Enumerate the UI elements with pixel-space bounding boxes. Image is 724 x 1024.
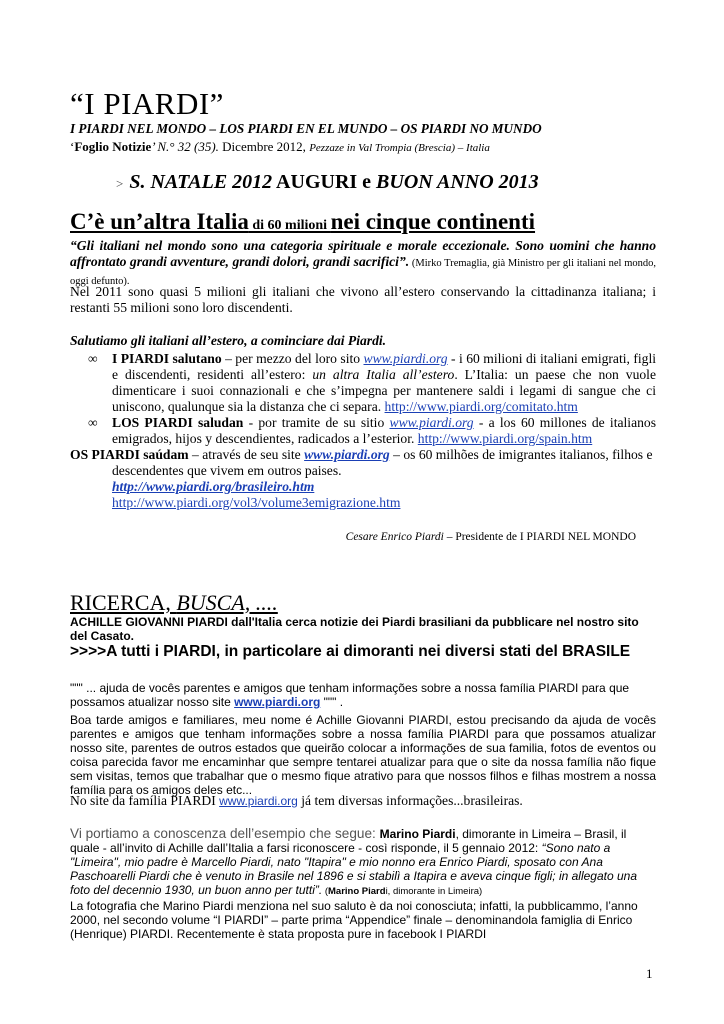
page-number: 1 bbox=[646, 966, 653, 981]
vi-small-name: Marino Piard bbox=[328, 886, 386, 897]
link-spain[interactable]: http://www.piardi.org/spain.htm bbox=[417, 431, 593, 446]
bullet-symbol: ∞ bbox=[88, 415, 98, 430]
brasile-appeal: >>>>A tutti i PIARDI, in particolare ai dimoranti nei diversi stati del BRASILE bbox=[70, 643, 631, 660]
portuguese-paragraph-1 bbox=[70, 681, 656, 709]
bullet-lead: LOS PIARDI saludan bbox=[112, 415, 244, 430]
link-piardi-org[interactable]: www.piardi.org bbox=[219, 794, 298, 808]
achille-paragraph: ACHILLE GIOVANNI PIARDI dall'Italia cerca notizie dei Piardi brasiliani da pubblicare nel nostro sito del Casato. bbox=[70, 615, 639, 643]
signature-name: Cesare Enrico Piardi bbox=[345, 531, 444, 543]
saluti-heading: Salutiamo gli italiani all’estero, a cominciare dai Piardi. bbox=[70, 333, 387, 348]
issue-number: ’ N.° 32 (35). bbox=[151, 139, 219, 154]
bullet-text: - por tramite de su sitio bbox=[243, 415, 390, 430]
quote-attribution: (Mirko Tremaglia, già Ministro per gli italiani nel mondo, oggi defunto). bbox=[70, 258, 656, 287]
greeting-natale: S. NATALE 2012 bbox=[129, 171, 273, 193]
headline-part1: C’è un’altra Italia bbox=[70, 209, 249, 234]
link-piardi-org[interactable]: www.piardi.org bbox=[363, 351, 448, 366]
signature bbox=[70, 531, 636, 543]
document-title: “I PIARDI” bbox=[70, 86, 224, 121]
ricerca-heading-part2: BUSCA, .... bbox=[176, 590, 278, 615]
bullet-symbol: ∞ bbox=[88, 351, 98, 366]
issue-place: Pezzaze in Val Trompia (Brescia) – Italia bbox=[309, 142, 490, 154]
os-lead: OS PIARDI saúdam bbox=[70, 447, 189, 462]
issue-line bbox=[70, 139, 490, 155]
issue-date: Dicembre 2012, bbox=[218, 139, 310, 154]
portuguese-greeting bbox=[70, 447, 656, 479]
vi-small: i, dimorante in Limeira) bbox=[385, 886, 483, 897]
vi-lead: Vi portiamo a conoscenza dell’esempio che segue: bbox=[70, 826, 380, 841]
section-headline bbox=[70, 209, 535, 235]
link-piardi-org[interactable]: www.piardi.org bbox=[234, 695, 321, 709]
portuguese-paragraph-2: Boa tarde amigos e familiares, meu nome é Achille Giovanni PIARDI, estou precisando da ajuda de vocês parentes e amigos que tenham informações sobre a nossa família PIARDI para que possamos atualizar nosso site, parentes de outros estados que queirão colocar a informações de sua familia, fotos de eventos ou coisa parecida favor me encaminhar que sempre tentarei atualizar para que o site da nossa família não fique sem visitas, temos que trabalhar que o mesmo fique atrativo para que nossos filhos e filhas mostrem a nossa família para os amigos deles etc... bbox=[70, 713, 656, 797]
os-continuation: descendentes que vivem em outros paises. bbox=[112, 463, 342, 478]
headline-part2: di 60 milioni bbox=[248, 218, 331, 233]
bullet-lead: I PIARDI salutano bbox=[112, 351, 222, 366]
os-text: – os 60 milhões de imigrantes italianos, filhos e bbox=[389, 447, 653, 462]
marino-quote: “Sono nato a "Limeira", mio padre è Marcello Piardi, nato "Itapira" e mio nonno era Enrico Piardi, sposato con Ana Paschoarelli Piardi che è venuto in Brasile nel 1896 e si stabilì a Itapira e aveva cinque figli; in allegato una foto del decennio 1930, un buon anno per tutti”. bbox=[70, 841, 638, 897]
bullet-text: – per mezzo del loro sito bbox=[221, 351, 364, 366]
tremaglia-quote bbox=[70, 238, 656, 290]
pt1-text: """ . bbox=[320, 695, 344, 709]
bullet-text: - i 60 milioni di italiani emigrati, figli e discendenti, residenti all’estero: bbox=[112, 351, 656, 382]
link-volume3-emigrazione[interactable]: http://www.piardi.org/vol3/volume3emigrazione.htm bbox=[112, 495, 401, 510]
paragraph-2011: Nel 2011 sono quasi 5 milioni gli italiani che vivono all’estero conservando la cittadinanza italiana; i restanti 55 milioni sono loro discendenti. bbox=[70, 284, 656, 315]
site-info-line bbox=[70, 793, 523, 809]
bullet-text: . L’Italia: un paese che non vuole dimenticare i suoi connazionali e che s’impegna per mantenere saldi i legami di sangue che ci uniscono, qualunque sia la distanza che ci separa. bbox=[112, 367, 656, 414]
ricerca-heading-part1: RICERCA, bbox=[70, 590, 177, 615]
greeting-auguri: AUGURI e bbox=[272, 171, 377, 193]
pt1-text: """ ... ajuda de vocês parentes e amigos que tenham informações sobre a nossa família PIARDI para que possamos atualizar nosso site bbox=[70, 681, 630, 709]
link-piardi-org[interactable]: www.piardi.org bbox=[389, 415, 474, 430]
site-text: já tem diversas informações...brasileiras. bbox=[297, 793, 523, 808]
vi-small: ( bbox=[322, 886, 329, 897]
ricerca-heading bbox=[70, 590, 278, 616]
bullet-text: - a los 60 millones de italianos emigrados, hijos y descendientes, radicados a l’esterior. bbox=[112, 415, 656, 446]
signature-role: – Presidente de I PIARDI NEL MONDO bbox=[443, 531, 636, 543]
vi-name: Marino Piardi bbox=[379, 827, 456, 841]
vi-text: La fotografia che Marino Piardi menziona nel suo saluto è da noi conosciuta; infatti, la pubblicammo, l’anno 2000, nel secondo volume “I PIARDI” – parte prima “Appendice” finale – denominandola famiglia di Enrico (Henrique) PIARDI. Recentemente è stata proposta pure in facebook I PIARDI bbox=[70, 899, 638, 941]
quote-text: “Gli italiani nel mondo sono una categoria spirituale e morale eccezionale. Sono uomini che hanno affrontato grandi avventure, grandi dolori, grandi sacrifici”. bbox=[70, 238, 656, 269]
bullet-spanish bbox=[70, 415, 656, 447]
document-subtitle: I PIARDI NEL MONDO – LOS PIARDI EN EL MUNDO – OS PIARDI NO MUNDO bbox=[70, 121, 542, 136]
bullet-italic: un altra Italia all’estero bbox=[312, 367, 455, 382]
greeting-marker: > bbox=[116, 176, 124, 191]
greeting-anno: BUON ANNO 2013 bbox=[376, 171, 539, 193]
vi-text: , dimorante in Limeira – Brasil, il quale - all’invito di Achille dall’Italia a farsi riconoscere - così risponde, il 5 gennaio 2012: bbox=[70, 827, 627, 855]
issue-prefix: ‘ bbox=[70, 139, 75, 154]
link-brasileiro[interactable]: http://www.piardi.org/brasileiro.htm bbox=[112, 479, 315, 494]
link-comitato[interactable]: http://www.piardi.org/comitato.htm bbox=[384, 399, 578, 414]
marino-example-paragraph bbox=[70, 827, 656, 941]
issue-name: Foglio Notizie bbox=[74, 139, 152, 154]
site-text: No site da família PIARDI bbox=[70, 793, 220, 808]
christmas-greeting bbox=[116, 171, 539, 194]
link-piardi-org[interactable]: www.piardi.org bbox=[304, 447, 390, 462]
os-text: – através de seu site bbox=[188, 447, 305, 462]
headline-part3: nei cinque continenti bbox=[330, 209, 536, 234]
bullet-italian bbox=[70, 351, 656, 415]
